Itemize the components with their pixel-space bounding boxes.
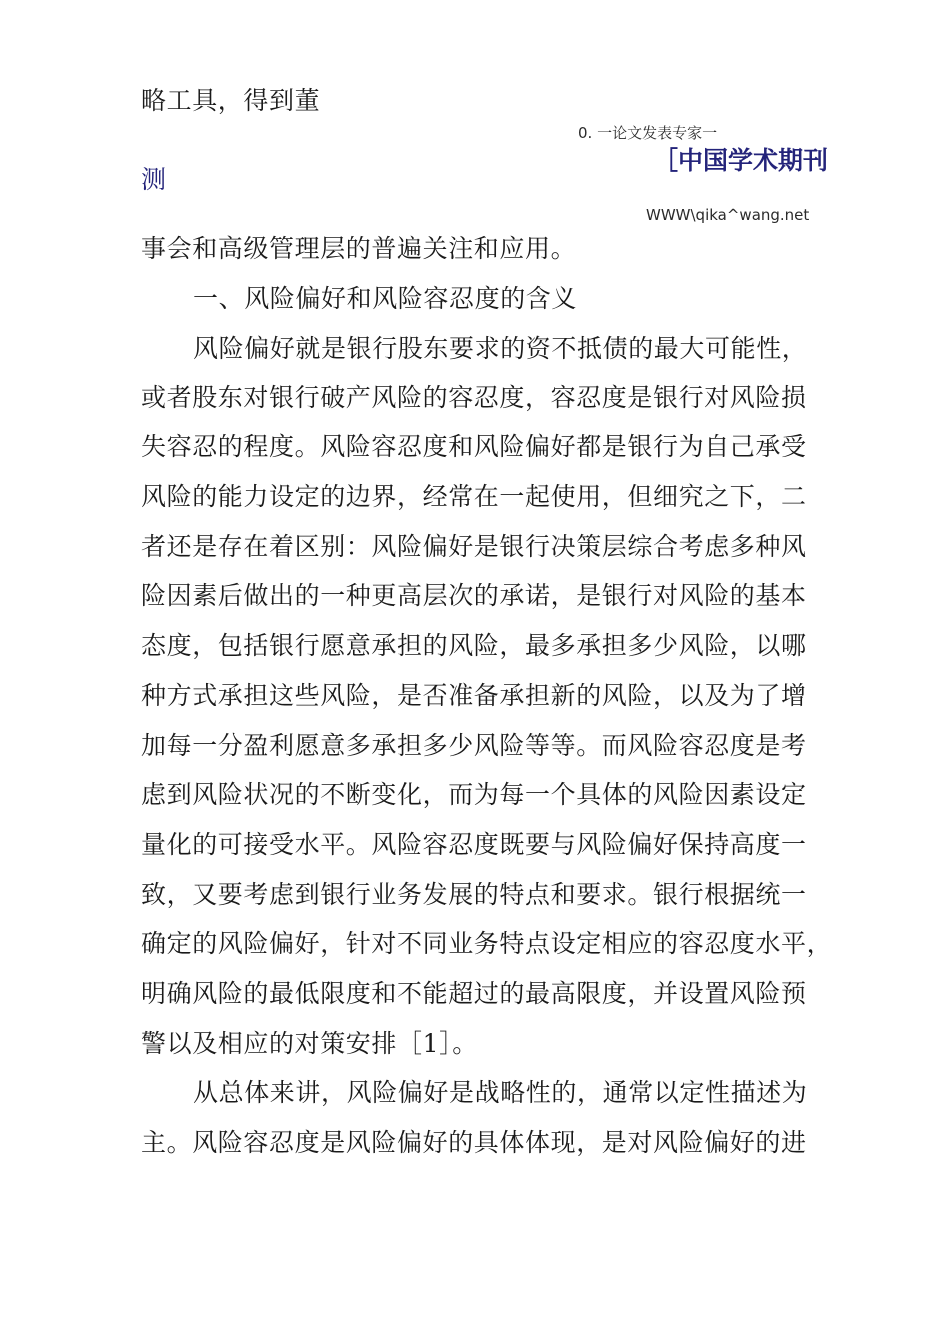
text-line: 事会和高级管理层的普遍关注和应用。 [141,234,577,263]
text-line: 从总体来讲，风险偏好是战略性的，通常以定性描述为 [193,1078,808,1107]
text-line: 虑到风险状况的不断变化，而为每一个具体的风险因素设定 [141,780,807,809]
text-line: 者还是存在着区别：风险偏好是银行决策层综合考虑多种风 [141,532,807,561]
text-line: 失容忍的程度。风险容忍度和风险偏好都是银行为自己承受 [141,432,807,461]
watermark-url: WWW\qika^wang.net [646,206,810,224]
text-line: 险因素后做出的一种更高层次的承诺，是银行对风险的基本 [141,581,807,610]
text-line: 或者股东对银行破产风险的容忍度，容忍度是银行对风险损 [141,383,807,412]
text-line: 主。风险容忍度是风险偏好的具体体现，是对风险偏好的进 [141,1128,807,1157]
text-line: 风险的能力设定的边界，经常在一起使用，但细究之下，二 [141,482,807,511]
text-line: 确定的风险偏好，针对不同业务特点设定相应的容忍度水平， [141,929,833,958]
text-line: 明确风险的最低限度和不能超过的最高限度，并设置风险预 [141,979,807,1008]
text-line: 致，又要考虑到银行业务发展的特点和要求。银行根据统一 [141,880,807,909]
text-line: 种方式承担这些风险，是否准备承担新的风险，以及为了增 [141,681,807,710]
text-line: 态度，包括银行愿意承担的风险，最多承担多少风险，以哪 [141,631,807,660]
text-line: 测 [141,165,167,194]
text-line: 风险偏好就是银行股东要求的资不抵债的最大可能性， [193,334,808,363]
text-line: 加每一分盈利愿意多承担多少风险等等。而风险容忍度是考 [141,731,807,760]
watermark-journal-title: ［中国学术期刊 [653,146,829,175]
watermark-top-text: 0. 一论文发表专家一 [578,124,718,142]
section-heading: 一、风险偏好和风险容忍度的含义 [193,284,578,313]
text-line: 警以及相应的对策安排［1］。 [141,1029,478,1058]
text-line: 略工具，得到董 [141,86,321,115]
text-line: 量化的可接受水平。风险容忍度既要与风险偏好保持高度一 [141,830,807,859]
